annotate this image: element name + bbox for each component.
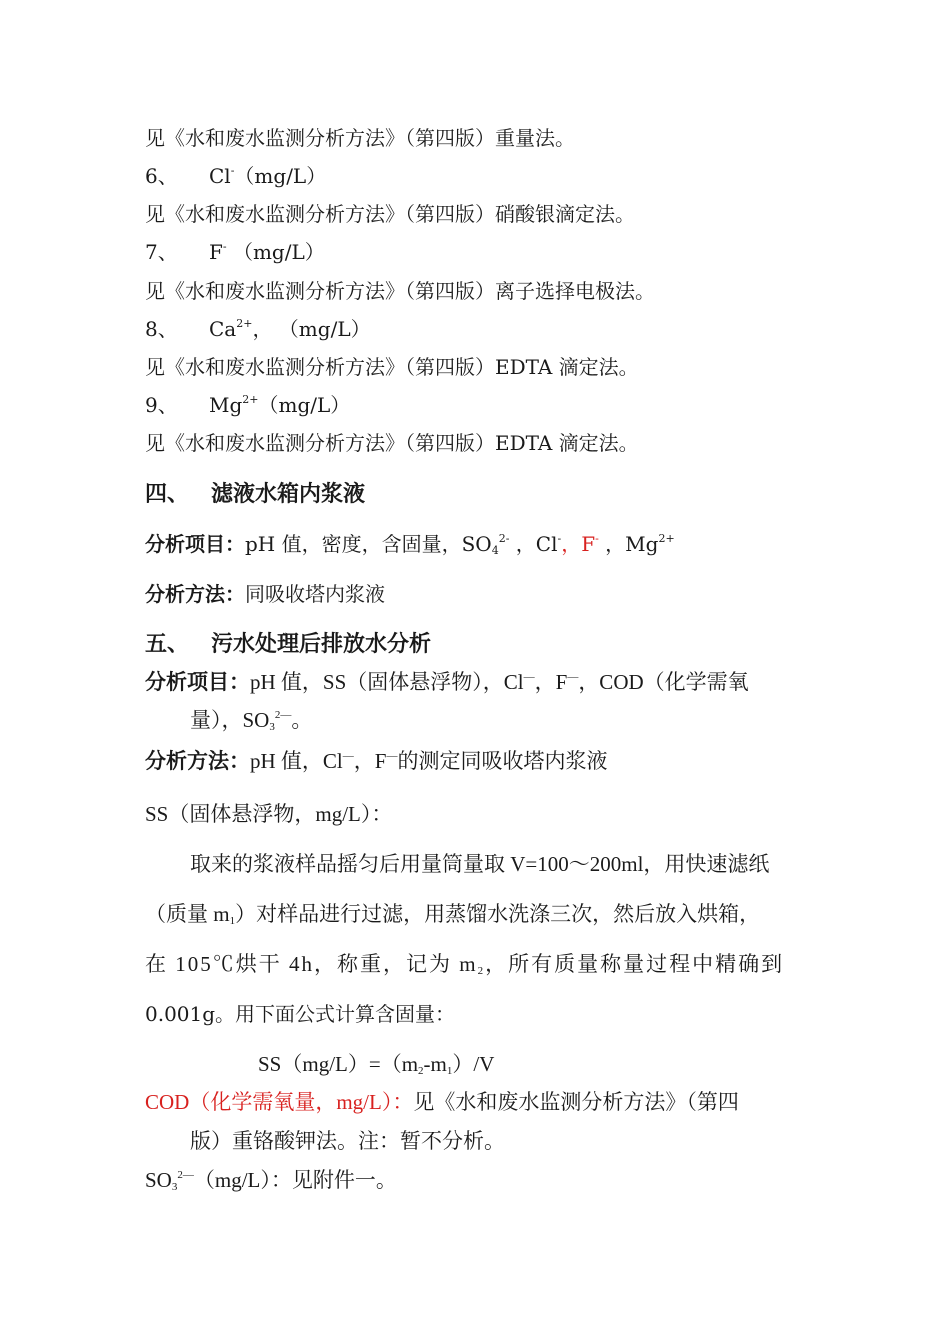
formula bbox=[258, 1050, 494, 1078]
section-title: 污水处理后排放水分析 bbox=[211, 631, 432, 657]
so3-text: SO bbox=[145, 1168, 172, 1192]
section-title: 滤液水箱内浆液 bbox=[211, 481, 366, 507]
analysis-items bbox=[145, 668, 749, 696]
cod-line bbox=[145, 1088, 739, 1116]
list-item-6 bbox=[145, 162, 326, 190]
so3-text: （mg/L）：见附件一。 bbox=[193, 1168, 397, 1192]
list-number: 8、 bbox=[145, 317, 178, 341]
superscript: 2+ bbox=[236, 317, 253, 330]
field-label: 分析方法： bbox=[145, 749, 250, 773]
ion-symbol: Mg bbox=[209, 393, 243, 417]
unit: （mg/L） bbox=[226, 240, 325, 264]
list-number: 6、 bbox=[145, 164, 178, 188]
cod-line-continued: 版）重铬酸钾法。注：暂不分析。 bbox=[190, 1129, 505, 1153]
items-text: 。 bbox=[291, 708, 313, 732]
superscript: 2— bbox=[274, 709, 292, 721]
field-label: 分析项目： bbox=[145, 532, 245, 556]
items-text: ，COD（化学需氧 bbox=[578, 670, 749, 694]
list-item-7 bbox=[145, 238, 325, 266]
formula-text: -m bbox=[423, 1052, 447, 1076]
superscript: 2+ bbox=[658, 532, 675, 545]
superscript: — bbox=[523, 671, 535, 683]
text-line: 见《水和废水监测分析方法》（第四版）硝酸银滴定法。 bbox=[145, 202, 635, 226]
paragraph-line bbox=[145, 900, 760, 928]
subscript: 1 bbox=[229, 915, 236, 927]
method-text: 的测定同吸收塔内浆液 bbox=[397, 749, 608, 773]
cod-text: 见《水和废水监测分析方法》（第四 bbox=[413, 1090, 739, 1114]
superscript: - bbox=[557, 532, 562, 545]
subscript: 2 bbox=[418, 1065, 424, 1077]
text-line: 见《水和废水监测分析方法》（第四版）重量法。 bbox=[145, 126, 575, 150]
paragraph-text: （质量 m bbox=[145, 902, 230, 926]
unit: ， （mg/L） bbox=[252, 317, 371, 341]
section-number: 五、 bbox=[145, 631, 190, 657]
analysis-method bbox=[145, 580, 385, 608]
subscript: 1 bbox=[446, 1065, 453, 1077]
method-text: ，F bbox=[353, 749, 387, 773]
superscript: - bbox=[230, 164, 235, 177]
ion-symbol: F bbox=[209, 240, 223, 264]
ion-symbol: Cl bbox=[209, 164, 231, 188]
subscript: 4 bbox=[491, 544, 499, 557]
field-label: 分析项目： bbox=[145, 670, 250, 694]
formula-text: ）/V bbox=[452, 1052, 495, 1076]
section-heading bbox=[145, 480, 365, 508]
list-number: 7、 bbox=[145, 240, 178, 264]
cod-label: COD（化学需氧量，mg/L）： bbox=[145, 1090, 414, 1114]
items-text: pH 值，密度，含固量，SO bbox=[245, 532, 492, 556]
ion-symbol: Ca bbox=[209, 317, 237, 341]
paragraph-text: 在 105℃烘干 4h，称重，记为 m bbox=[145, 952, 478, 976]
text-line: 见《水和废水监测分析方法》（第四版）离子选择电极法。 bbox=[145, 279, 655, 303]
items-text: pH 值，SS（固体悬浮物），Cl bbox=[250, 670, 524, 694]
text-line: 见《水和废水监测分析方法》（第四版）EDTA 滴定法。 bbox=[145, 431, 639, 455]
field-label: 分析方法： bbox=[145, 582, 245, 606]
items-text-red: ，F bbox=[561, 532, 596, 556]
superscript: — bbox=[567, 671, 579, 683]
superscript: 2- bbox=[498, 532, 510, 545]
analysis-method bbox=[145, 747, 607, 775]
text-line: 见《水和废水监测分析方法》（第四版）EDTA 滴定法。 bbox=[145, 355, 639, 379]
superscript: — bbox=[386, 750, 398, 762]
method-text: 同吸收塔内浆液 bbox=[245, 582, 385, 606]
superscript: - bbox=[595, 532, 599, 545]
items-text: 量），SO bbox=[190, 708, 270, 732]
formula-text: SS（mg/L）=（m bbox=[258, 1052, 419, 1076]
superscript: 2— bbox=[177, 1169, 194, 1181]
analysis-items-continued bbox=[190, 706, 312, 734]
items-text: ，F bbox=[534, 670, 568, 694]
subscript: 3 bbox=[171, 1181, 178, 1193]
subscript: 2 bbox=[477, 965, 486, 977]
paragraph-text: ，所有质量称量过程中精确到 bbox=[485, 952, 785, 976]
list-number: 9、 bbox=[145, 393, 178, 417]
so3-line bbox=[145, 1166, 397, 1194]
subscript: 3 bbox=[269, 721, 275, 733]
ss-heading: SS（固体悬浮物，mg/L）： bbox=[145, 802, 393, 826]
items-text: ，Mg bbox=[598, 532, 659, 556]
section-heading bbox=[145, 630, 431, 658]
paragraph-line bbox=[145, 950, 784, 978]
list-item-8 bbox=[145, 315, 371, 343]
unit: （mg/L） bbox=[234, 164, 327, 188]
section-number: 四、 bbox=[145, 481, 190, 507]
paragraph-text: ）对样品进行过滤，用蒸馏水洗涤三次，然后放入烘箱， bbox=[235, 902, 761, 926]
method-text: pH 值，Cl bbox=[250, 749, 343, 773]
superscript: - bbox=[222, 240, 227, 253]
list-item-9 bbox=[145, 391, 350, 419]
superscript: 2+ bbox=[242, 393, 259, 406]
paragraph-line: 取来的浆液样品摇匀后用量筒量取 V=100～200ml，用快速滤纸 bbox=[190, 852, 770, 876]
items-text: ，Cl bbox=[509, 532, 558, 556]
unit: （mg/L） bbox=[258, 393, 351, 417]
superscript: — bbox=[342, 750, 354, 762]
paragraph-line: 0.001g。用下面公式计算含固量： bbox=[145, 1002, 456, 1026]
analysis-items bbox=[145, 530, 675, 558]
